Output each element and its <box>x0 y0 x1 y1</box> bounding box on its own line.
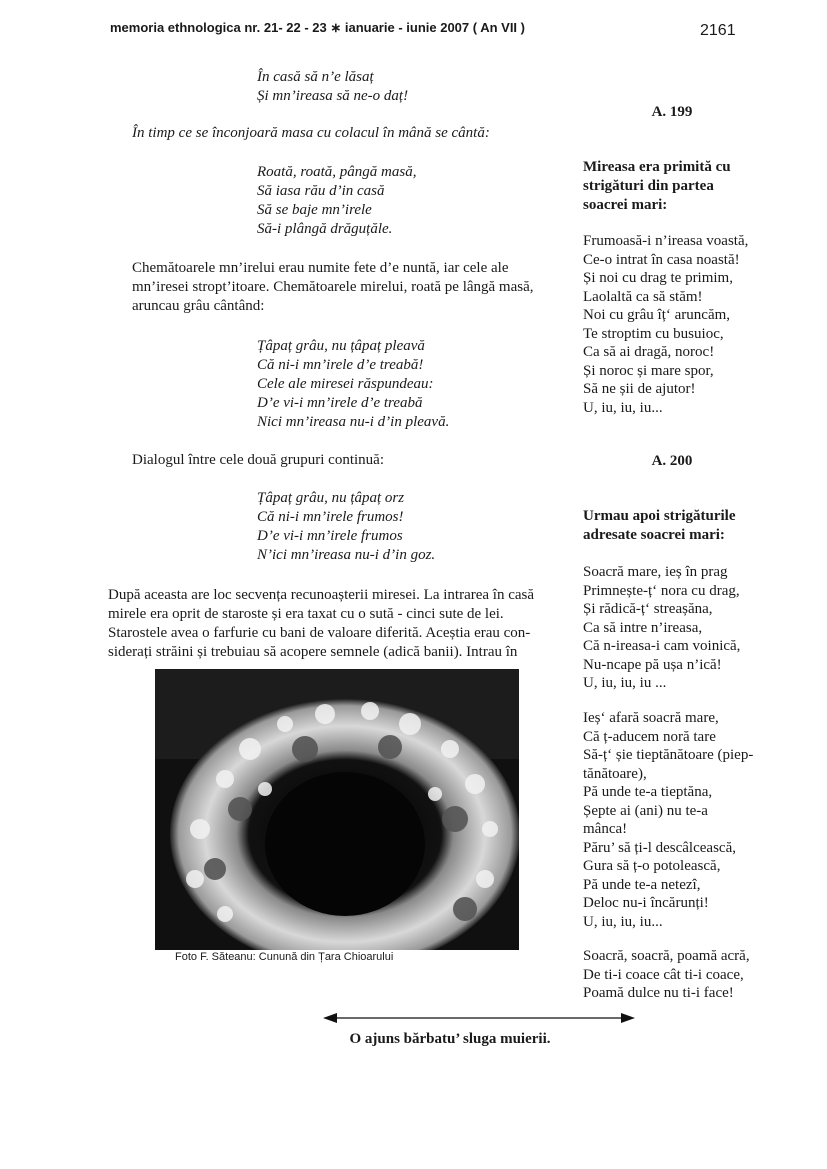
verse-line: Că ni-i mn’irele frumos! <box>257 509 404 525</box>
verse-line: tănătoare), <box>583 765 647 782</box>
verse-line: Că ni-i mn’irele d’e treabă! <box>257 357 424 373</box>
heading-line: strigături din partea <box>583 178 714 194</box>
verse-line: Nu-ncape pă ușa n’ică! <box>583 656 722 673</box>
verse-2 <box>257 163 416 239</box>
verse-1 <box>257 68 408 106</box>
paragraph-3 <box>108 586 534 662</box>
verse-line: Soacră, soacră, poamă acră, <box>583 948 750 964</box>
verse-line: Țâpaț grâu, nu țâpaț orz <box>257 490 405 506</box>
journal-header: memoria ethnologica nr. 21- 22 - 23 ∗ ianuarie - iunie 2007 ( An VII ) <box>110 20 525 35</box>
verse-line: Să ne șii de ajutor! <box>583 381 696 397</box>
a200-heading <box>583 507 735 545</box>
verse-line: Șepte ai (ani) nu te-a <box>583 802 708 819</box>
verse-line: Și noroc și mare spor, <box>583 362 714 379</box>
verse-line: U, iu, iu, iu... <box>583 399 663 416</box>
verse-line: U, iu, iu, iu... <box>583 913 663 930</box>
verse-line: Și noi cu drag te primim, <box>583 270 733 286</box>
verse-4 <box>257 489 435 565</box>
paragraph-line: mn’iresei stropt’itoare. Chemătoarele mirelui, roată pe lângă masă, <box>132 279 534 295</box>
paragraph-line: Chemătoarele mn’irelui erau numite fete d’e nuntă, iar cele ale <box>132 260 509 276</box>
verse-line: Soacră mare, ieș în prag <box>583 564 728 580</box>
verse-line: D’e vi-i mn’irele d’e treabă <box>257 395 423 411</box>
verse-line: În casă să n’e lăsaț <box>257 69 374 85</box>
paragraph-line: siderați străini și trebuiau să acopere semnele (adică banii). Intrau în <box>108 644 518 660</box>
verse-line: Deloc nu-i încărunți! <box>583 895 709 911</box>
verse-line: De ti-i coace cât ti-i coace, <box>583 966 744 983</box>
a199-verse <box>583 232 748 417</box>
double-arrow-divider <box>323 1010 635 1026</box>
verse-line: Roată, roată, pângă masă, <box>257 164 417 180</box>
paragraph-line: mirele era oprit de staroste și era taxat cu o sută - cinci sute de lei. <box>108 606 504 622</box>
section-label-a200: A. 200 <box>651 453 693 469</box>
verse-line: N’ici mn’ireasa nu-i d’in goz. <box>257 547 436 563</box>
verse-line: Și mn’ireasa să ne-o daț! <box>257 88 409 104</box>
heading-line: Mireasa era primită cu <box>583 159 731 175</box>
page-number: 2161 <box>700 22 736 39</box>
verse-line: Pă unde te-a tieptăna, <box>583 784 713 800</box>
verse-line: Că ț-aducem noră tare <box>583 728 716 745</box>
verse-line: Să-i plângă drăguțăle. <box>257 221 393 237</box>
verse-line: Laolaltă ca să stăm! <box>583 288 703 305</box>
verse-line: Să iasa rău d’in casă <box>257 183 385 199</box>
photo-caption: Foto F. Săteanu: Cunună din Țara Chioarului <box>175 951 394 963</box>
verse-line: Primnește-ț‘ nora cu drag, <box>583 582 740 599</box>
a200-verse-1 <box>583 563 740 693</box>
verse-line: Te stroptim cu busuioc, <box>583 325 724 342</box>
verse-line: D’e vi-i mn’irele frumos <box>257 528 403 544</box>
verse-line: Că n-ireasa-i cam voinică, <box>583 638 741 654</box>
verse-line: Poamă dulce nu ti-i face! <box>583 985 734 1001</box>
a199-heading <box>583 158 731 215</box>
paragraph-line: Starostele avea o farfurie cu bani de valoare diferită. Aceștia erau con- <box>108 625 531 641</box>
verse-line: Să-ț‘ șie tieptănătoare (piep- <box>583 747 754 763</box>
heading-line: adresate soacrei mari: <box>583 527 725 543</box>
verse-line: U, iu, iu, iu ... <box>583 675 667 691</box>
intro-paragraph: În timp ce se înconjoară masa cu colacul în mână se cântă: <box>132 125 490 141</box>
proverb: O ajuns bărbatu’ sluga muierii. <box>349 1031 551 1047</box>
paragraph-2: Dialogul între cele două grupuri continuă: <box>132 452 385 468</box>
a200-verse-2 <box>583 709 753 931</box>
verse-3 <box>257 337 449 432</box>
verse-line: Pă unde te-a netezî, <box>583 876 701 893</box>
verse-line: Gura să ț-o potolească, <box>583 858 721 874</box>
wreath-photo <box>155 669 519 950</box>
verse-line: Ca să intre n’ireasa, <box>583 619 703 636</box>
paragraph-line: După aceasta are loc secvența recunoașterii miresei. La intrarea în casă <box>108 587 535 603</box>
paragraph-line: aruncau grâu cântând: <box>132 298 265 314</box>
section-label-a199: A. 199 <box>651 104 693 120</box>
wreath-image <box>155 669 519 950</box>
heading-line: soacrei mari: <box>583 197 668 213</box>
verse-line: Țâpaț grâu, nu țâpaț pleavă <box>257 338 425 354</box>
verse-line: Nici mn’ireasa nu-i d’in pleavă. <box>257 414 450 430</box>
verse-line: Frumoasă-i n’ireasa voastă, <box>583 233 749 249</box>
verse-line: Noi cu grâu îț‘ aruncăm, <box>583 307 731 323</box>
verse-line: Ca să ai dragă, noroc! <box>583 344 715 360</box>
verse-line: Ce-o intrat în casa noastă! <box>583 251 740 268</box>
verse-line: mânca! <box>583 821 628 837</box>
verse-line: Cele ale miresei răspundeau: <box>257 376 434 392</box>
a200-verse-3 <box>583 947 750 1003</box>
verse-line: Și rădică-ț‘ streașăna, <box>583 601 713 617</box>
verse-line: Ieș‘ afară soacră mare, <box>583 710 719 726</box>
heading-line: Urmau apoi strigăturile <box>583 508 736 524</box>
verse-line: Să se baje mn’irele <box>257 202 372 218</box>
paragraph-1 <box>132 259 534 316</box>
verse-line: Păru’ să ți-l descâlcească, <box>583 839 736 856</box>
